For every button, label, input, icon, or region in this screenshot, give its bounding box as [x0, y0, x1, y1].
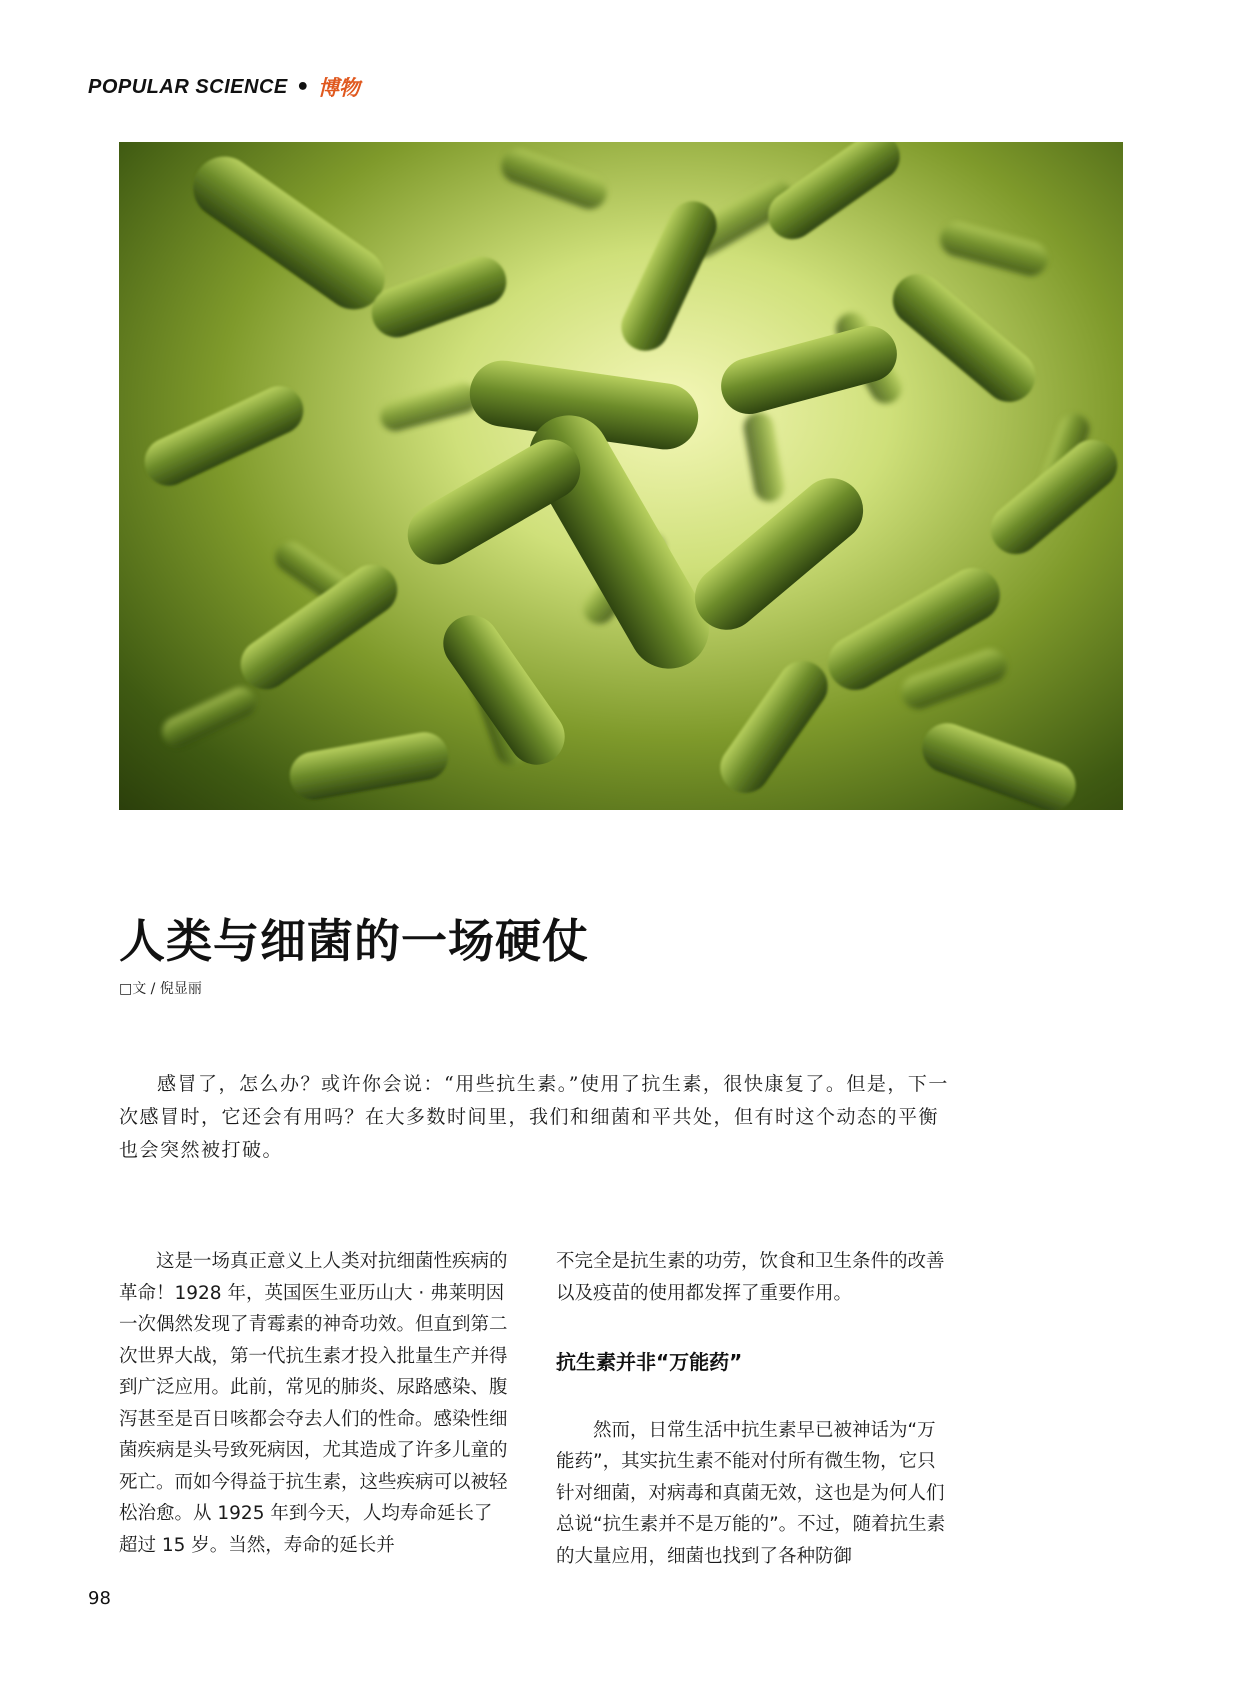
brand-english: POPULAR SCIENCE: [88, 75, 288, 98]
foreground-bacteria: [397, 320, 903, 776]
brand-chinese: 博物: [317, 76, 360, 100]
section-heading: 抗生素并非“万能药”: [556, 1350, 743, 1374]
left-column: [119, 1246, 509, 1561]
brand-separator: •: [295, 74, 310, 100]
page-number: 98: [88, 1588, 111, 1609]
bacteria-illustration: [119, 142, 1123, 810]
article-lead: 感冒了，怎么办？或许你会说：“用些抗生素。”使用了抗生素，很快康复了。但是，下一次感冒时，它还会有用吗？在大多数时间里，我们和细菌和平共处，但有时这个动态的平衡也会突然被打破。: [119, 1073, 949, 1161]
body-paragraph: 然而，日常生活中抗生素早已被神话为“万能药”，其实抗生素不能对付所有微生物，它只针对细菌，对病毒和真菌无效，这也是为何人们总说“抗生素并不是万能的”。不过，随着抗生素的大量应用，细菌也找到了各种防御: [556, 1419, 946, 1567]
right-column: [556, 1246, 946, 1572]
page-header: [88, 72, 360, 102]
article-byline: □文 / 倪显丽: [119, 981, 202, 997]
bacteria-hero-image: [119, 142, 1123, 810]
body-paragraph: 这是一场真正意义上人类对抗细菌性疾病的革命！1928 年，英国医生亚历山大 · 弗莱明因一次偶然发现了青霉素的神奇功效。但直到第二次世界大战，第一代抗生素才投入批量生产并得到广泛应用。此前，常见的肺炎、尿路感染、腹泻甚至是百日咳都会夺去人们的性命。感染性细菌疾病是头号致死病因，尤其造成了许多儿童的死亡。而如今得益于抗生素，这些疾病可以被轻松治愈。从 1925 年到今天，人均寿命延长了超过 15 岁。当然，寿命的延长并: [119, 1251, 508, 1556]
body-paragraph-continuation: 不完全是抗生素的功劳，饮食和卫生条件的改善以及疫苗的使用都发挥了重要作用。: [556, 1251, 945, 1304]
article-title: 人类与细菌的一场硬仗: [119, 914, 589, 968]
